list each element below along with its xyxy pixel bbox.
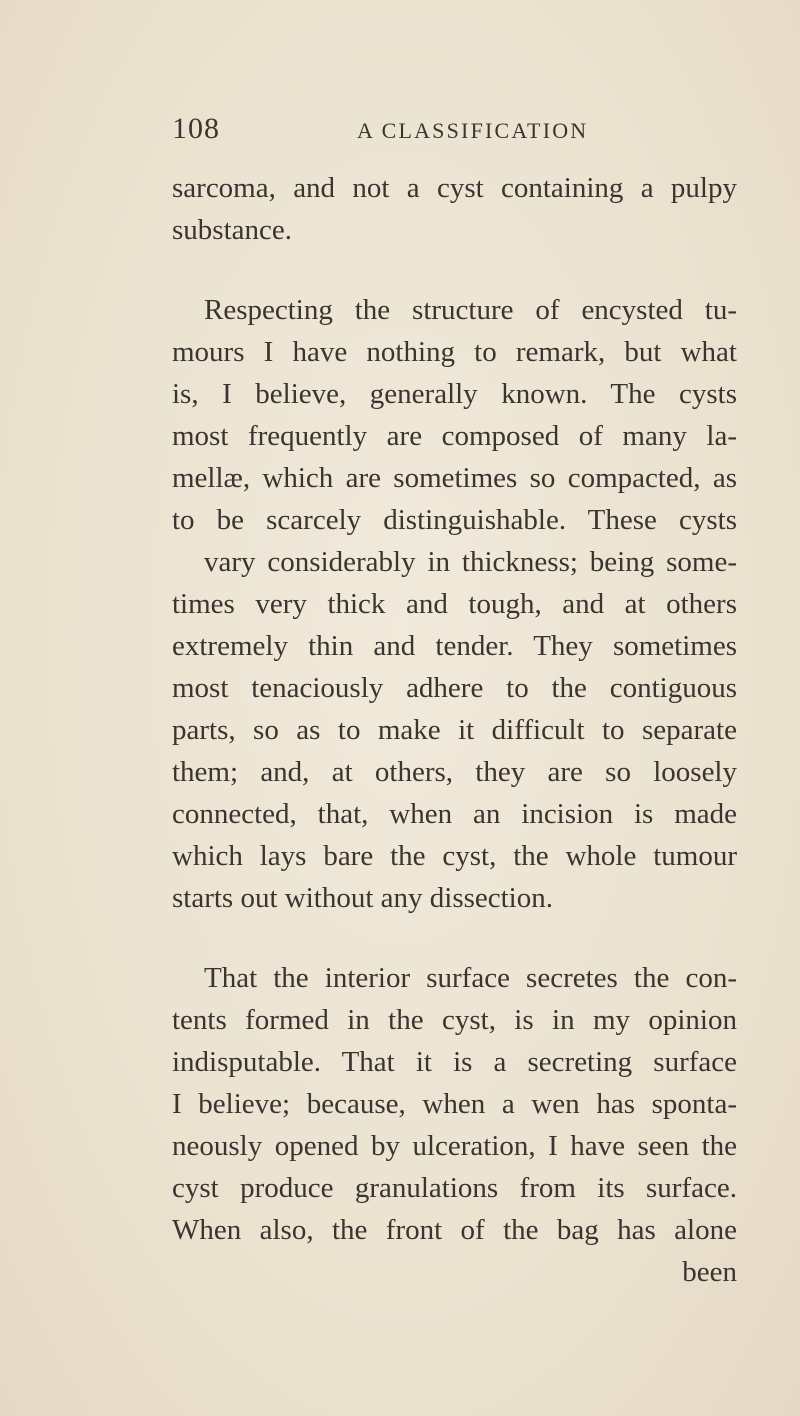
running-title: A CLASSIFICATION	[357, 118, 589, 143]
text-line: them; and, at others, they are so loosely	[172, 756, 737, 788]
text-line: mellæ, which are sometimes so compacted, as	[172, 462, 737, 494]
text-line: is, I believe, generally known. The cysts	[172, 378, 737, 410]
text-line: sarcoma, and not a cyst containing a pulpy	[172, 172, 737, 204]
text-line: which lays bare the cyst, the whole tumour	[172, 840, 737, 872]
text-line: Respecting the structure of encysted tu-	[204, 294, 737, 326]
text-line: parts, so as to make it difficult to separate	[172, 714, 737, 746]
page-number: 108	[172, 112, 220, 145]
text-line: substance.	[172, 214, 292, 246]
text-line: most frequently are composed of many la-	[172, 420, 737, 452]
text-line: mours I have nothing to remark, but what	[172, 336, 737, 368]
text-line: most tenaciously adhere to the contiguous	[172, 672, 737, 704]
text-line: connected, that, when an incision is made	[172, 798, 737, 830]
catchword: been	[682, 1256, 737, 1288]
text-line: extremely thin and tender. They sometimes	[172, 630, 737, 662]
text-line: indisputable. That it is a secreting surface	[172, 1046, 737, 1078]
text-line: to be scarcely distinguishable. These cysts	[172, 504, 737, 536]
text-line: neously opened by ulceration, I have seen the	[172, 1130, 737, 1162]
text-line: When also, the front of the bag has alone	[172, 1214, 737, 1246]
text-line: I believe; because, when a wen has sponta-	[172, 1088, 737, 1120]
text-line: vary considerably in thickness; being some-	[204, 546, 737, 578]
text-line: times very thick and tough, and at others	[172, 588, 737, 620]
text-line: starts out without any dissection.	[172, 882, 553, 914]
text-line: That the interior surface secretes the con-	[204, 962, 737, 994]
text-line: cyst produce granulations from its surface.	[172, 1172, 737, 1204]
text-line: tents formed in the cyst, is in my opinion	[172, 1004, 737, 1036]
running-head	[172, 112, 589, 152]
